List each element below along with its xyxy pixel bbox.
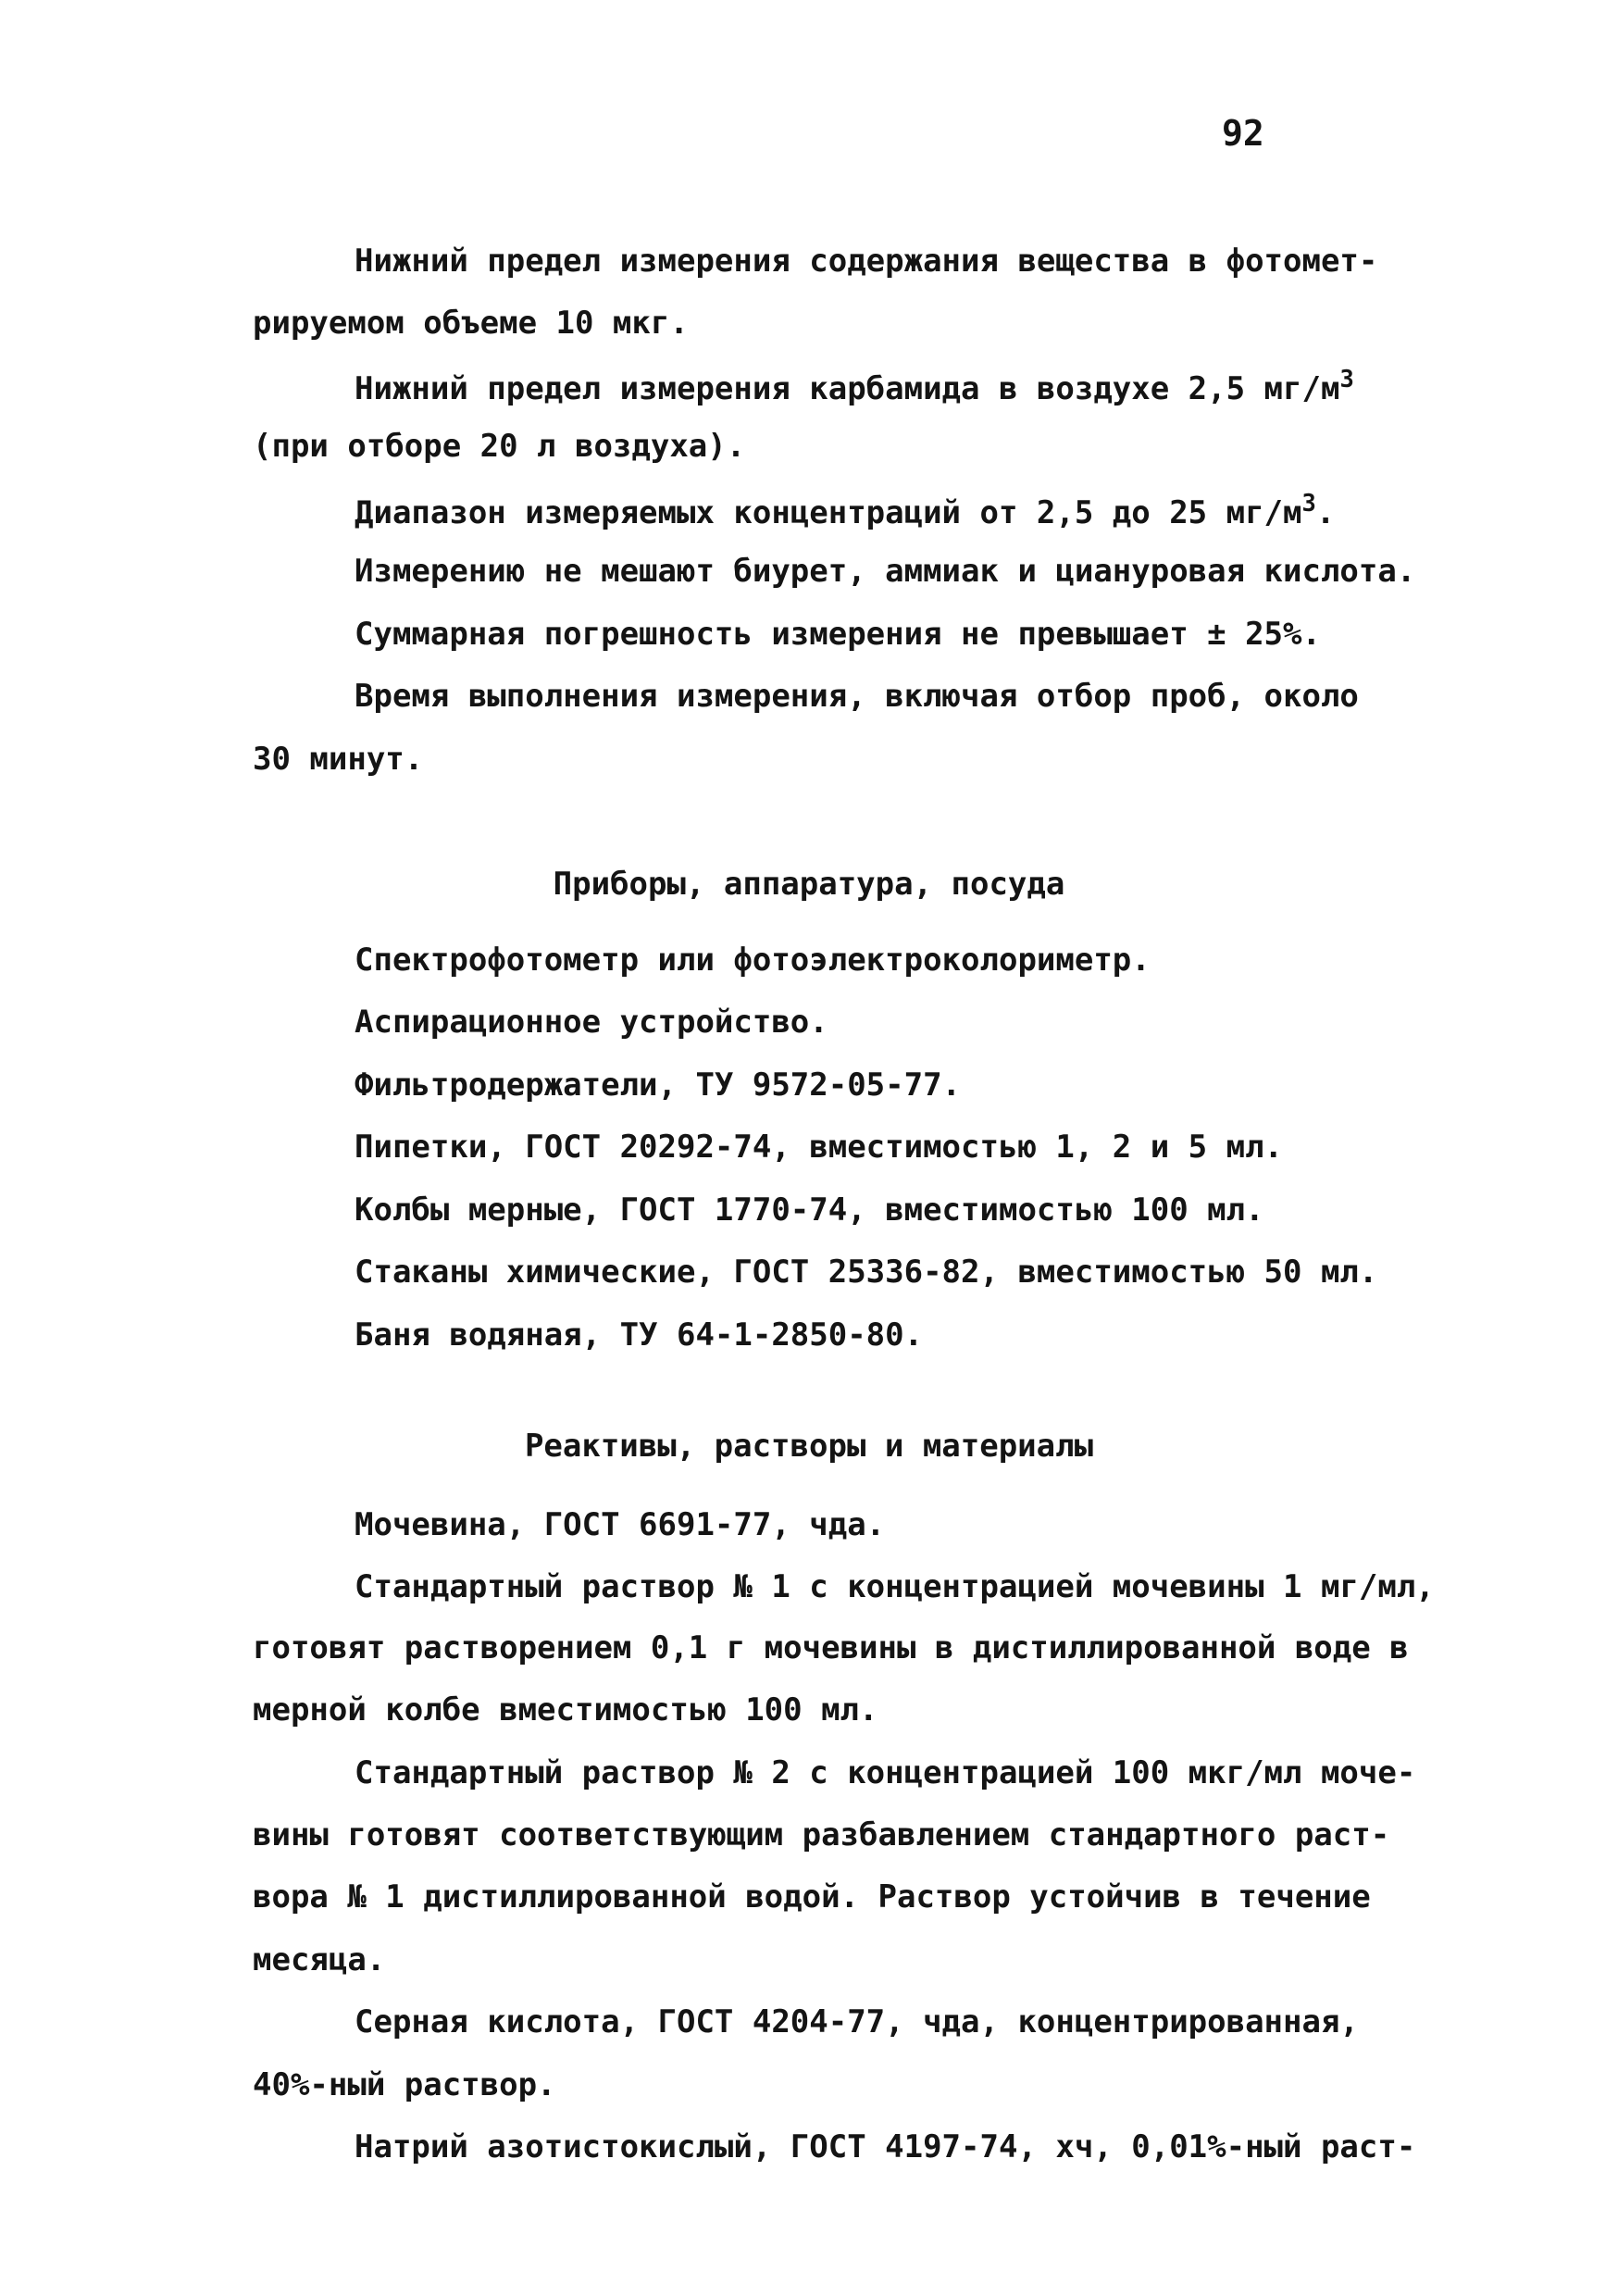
reagent-std2-line3: вора № 1 дистиллированной водой. Раствор устойчив в течение [253, 1878, 1371, 1915]
devices-item: Баня водяная, ТУ 64-1-2850-80. [355, 1316, 924, 1354]
intro-p6-line2: 30 минут. [253, 741, 424, 778]
devices-item: Стаканы химические, ГОСТ 25336-82, вместимостью 50 мл. [355, 1254, 1378, 1291]
devices-item: Спектрофотометр или фотоэлектроколориметр. [355, 942, 1151, 979]
reagent-sulfuric-line2: 40%-ный раствор. [253, 2066, 556, 2103]
intro-p1-line2: рируемом объеме 10 мкг. [253, 305, 689, 342]
intro-p3-line1 [355, 490, 1336, 531]
reagent-std1-line3: мерной колбе вместимостью 100 мл. [253, 1691, 878, 1728]
intro-p6-line1: Время выполнения измерения, включая отбор проб, около [355, 678, 1359, 715]
devices-item: Колбы мерные, ГОСТ 1770-74, вместимостью 100 мл. [355, 1192, 1264, 1229]
page-number: 92 [1222, 113, 1264, 154]
intro-p2-line2: (при отборе 20 л воздуха). [253, 428, 746, 465]
intro-p1-line1: Нижний предел измерения содержания вещества в фотомет- [355, 243, 1378, 280]
intro-p4-line1: Измерению не мешают биурет, аммиак и циануровая кислота. [355, 553, 1416, 590]
devices-item: Аспирационное устройство. [355, 1004, 828, 1041]
devices-item: Фильтродержатели, ТУ 9572-05-77. [355, 1067, 962, 1104]
reagent-urea: Мочевина, ГОСТ 6691-77, чда. [355, 1506, 886, 1543]
reagents-heading: Реактивы, растворы и материалы [524, 1428, 1094, 1465]
reagent-std1-line2: готовят растворением 0,1 г мочевины в дистиллированной воде в [253, 1629, 1409, 1666]
devices-item: Пипетки, ГОСТ 20292-74, вместимостью 1, 2 и 5 мл. [355, 1129, 1284, 1166]
reagent-std2-line1: Стандартный раствор № 2 с концентрацией 100 мкг/мл моче- [355, 1754, 1416, 1791]
superscript-three: 3 [1339, 366, 1354, 393]
reagent-sulfuric-line1: Серная кислота, ГОСТ 4204-77, чда, концентрированная, [355, 2003, 1359, 2040]
superscript-three: 3 [1301, 490, 1316, 518]
reagent-std1-line1: Стандартный раствор № 1 с концентрацией мочевины 1 мг/мл, [355, 1568, 1435, 1605]
reagent-std2-line2: вины готовят соответствующим разбавлением стандартного раст- [253, 1816, 1390, 1853]
intro-p5-line1: Суммарная погрешность измерения не превышает ± 25%. [355, 616, 1321, 653]
intro-p2-line1 [355, 368, 1354, 405]
devices-heading: Приборы, аппаратура, посуда [553, 866, 1065, 903]
intro-p2-text: Нижний предел измерения карбамида в воздухе 2,5 мг/м [355, 369, 1340, 407]
intro-p3-text: Диапазон измеряемых концентраций от 2,5 до 25 мг/м [355, 493, 1302, 531]
intro-p3-tail: . [1315, 493, 1336, 531]
reagent-nitrite-line1: Натрий азотистокислый, ГОСТ 4197-74, хч, 0,01%-ный раст- [355, 2128, 1416, 2165]
reagent-std2-line4: месяца. [253, 1941, 386, 1978]
